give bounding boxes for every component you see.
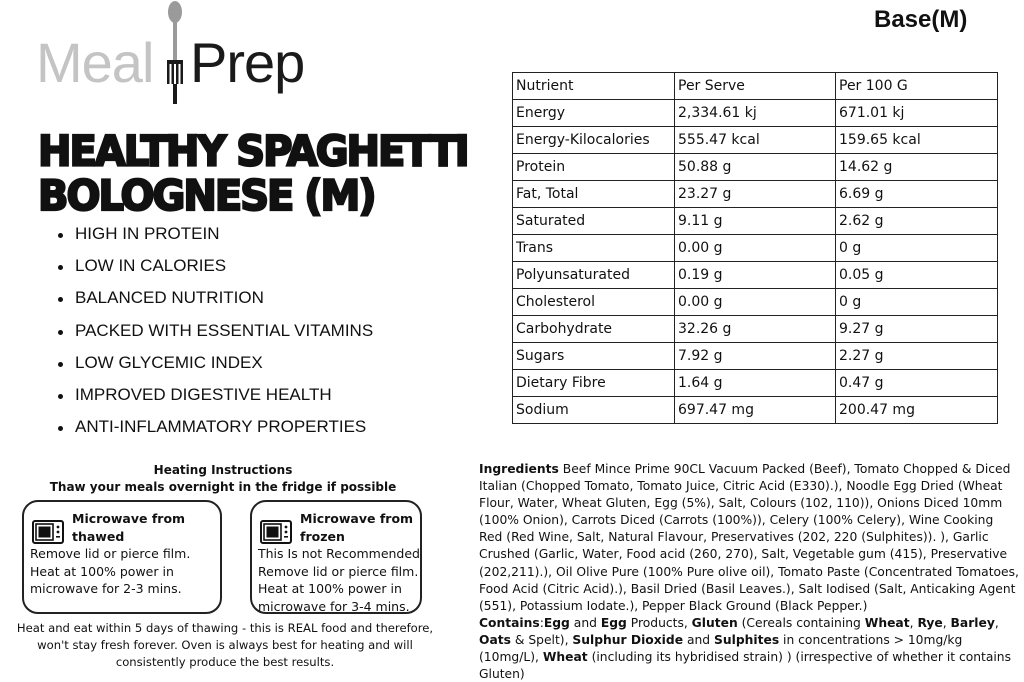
nutrient-name: Dietary Fibre: [513, 370, 675, 397]
per-serve-value: 7.92 g: [675, 343, 836, 370]
per-100g-value: 200.47 mg: [836, 397, 998, 424]
per-serve-value: 697.47 mg: [675, 397, 836, 424]
table-row: [513, 127, 998, 154]
per-100g-value: 0.47 g: [836, 370, 998, 397]
logo-text-meal: Meal: [36, 31, 154, 94]
allergen-highlight: Sulphur Dioxide: [572, 632, 684, 647]
fork-icon: [160, 0, 190, 108]
allergen-highlight: Rye: [917, 615, 943, 630]
feature-item: LOW IN CALORIES: [56, 252, 373, 284]
product-title-line1: HEALTHY SPAGHETTI: [38, 127, 468, 177]
per-serve-value: 50.88 g: [675, 154, 836, 181]
feature-item: LOW GLYCEMIC INDEX: [56, 349, 373, 381]
microwave-icon: [260, 520, 292, 544]
heating-subtitle: Thaw your meals overnight in the fridge if possible: [49, 480, 397, 494]
feature-item: BALANCED NUTRITION: [56, 284, 373, 316]
per-serve-value: 23.27 g: [675, 181, 836, 208]
column-header: Nutrient: [513, 73, 675, 100]
microwave-thawed-box: [22, 500, 222, 614]
product-title: [38, 127, 468, 221]
allergen-text: and: [683, 632, 714, 647]
table-row: [513, 397, 998, 424]
nutrient-name: Sugars: [513, 343, 675, 370]
table-row: [513, 289, 998, 316]
nutrient-name: Protein: [513, 154, 675, 181]
instruction-line: This Is not Recommended: [258, 546, 420, 561]
table-header-row: [513, 73, 998, 100]
nutrient-name: Cholesterol: [513, 289, 675, 316]
instruction-line: Remove lid or pierce film.: [30, 546, 191, 561]
allergen-highlight: Wheat: [864, 615, 910, 630]
logo-text-prep: Prep: [190, 31, 305, 94]
allergen-text: ,: [909, 615, 918, 630]
allergen-highlight: Egg: [600, 615, 627, 630]
thawed-instructions: [30, 545, 190, 598]
column-header: Per 100 G: [836, 73, 998, 100]
instruction-line: microwave for 2-3 mins.: [30, 581, 182, 596]
microwave-frozen-box: [250, 500, 422, 614]
per-100g-value: 0 g: [836, 289, 998, 316]
per-100g-value: 0 g: [836, 235, 998, 262]
product-title-line2: BOLOGNESE (M): [38, 172, 375, 221]
feature-item: ANTI-INFLAMMATORY PROPERTIES: [56, 413, 373, 445]
ingredients-text: Beef Mince Prime 90CL Vacuum Packed (Beef), Tomato Chopped & Diced Italian (Chopped Tomato, Tomato Juice, Citric Acid (E330).), Noodle Egg Dried (Wheat Flour, Water, Wheat Gluten, Egg (5%), Salt, Colours (102, 110)), Onions Diced 10mm (100% Onion), Carrots Diced (Carrots (100%)), Celery (100% Celery), Wine Cooking Red (Red Wine, Salt, Natural Flavour, Preservatives (202, 220 (Sulphites)). ), Garlic Crushed (Garlic, Water, Food acid (260, 270), Salt, Vegetable gum (415), Preservative (202,211).), Oil Olive Pure (100% Pure olive oil), Tomato Paste (Concentrated Tomatoes, Food Acid (Citric Acid).), Basil Dried (Basil Leaves.), Salt Iodised (Salt, Anticaking Agent (551), Potassium Iodate.), Pepper Black Ground (Black Pepper.): [479, 462, 1019, 613]
column-header: Per Serve: [675, 73, 836, 100]
table-row: [513, 262, 998, 289]
nutrient-name: Sodium: [513, 397, 675, 424]
per-serve-value: 32.26 g: [675, 316, 836, 343]
allergen-text: :: [539, 615, 544, 630]
nutrient-name: Trans: [513, 235, 675, 262]
nutrient-name: Energy-Kilocalories: [513, 127, 675, 154]
nutrient-name: Saturated: [513, 208, 675, 235]
allergen-text: Products,: [626, 615, 692, 630]
nutrition-table: [512, 72, 998, 424]
per-serve-value: 9.11 g: [675, 208, 836, 235]
table-row: [513, 208, 998, 235]
table-row: [513, 370, 998, 397]
allergen-highlight: Wheat: [542, 650, 588, 665]
instruction-line: microwave for 3-4 mins.: [258, 598, 410, 614]
table-row: [513, 235, 998, 262]
allergen-text: ,: [942, 615, 951, 630]
allergen-text: (including its hybridised strain) ) (irrespective of whether it contains Gluten): [479, 650, 1012, 682]
thawed-heading: Microwave from thawed: [72, 511, 186, 544]
per-100g-value: 9.27 g: [836, 316, 998, 343]
ingredients-label: Ingredients: [479, 462, 559, 476]
per-serve-value: 1.64 g: [675, 370, 836, 397]
per-100g-value: 2.62 g: [836, 208, 998, 235]
per-100g-value: 0.05 g: [836, 262, 998, 289]
table-row: [513, 343, 998, 370]
allergen-text: (Cereals containing: [737, 615, 865, 630]
allergen-text: ,: [994, 615, 999, 630]
allergen-text: and: [569, 615, 601, 630]
brand-logo: [36, 0, 316, 110]
table-row: [513, 100, 998, 127]
instruction-line: Heat at 100% power in: [30, 563, 174, 579]
per-100g-value: 6.69 g: [836, 181, 998, 208]
per-100g-value: 159.65 kcal: [836, 127, 998, 154]
per-serve-value: 0.00 g: [675, 289, 836, 316]
nutrient-name: Carbohydrate: [513, 316, 675, 343]
base-size-label: Base(M): [874, 6, 968, 33]
per-serve-value: 0.19 g: [675, 262, 836, 289]
per-100g-value: 14.62 g: [836, 154, 998, 181]
ingredients-paragraph: [479, 461, 1019, 615]
allergen-text: & Spelt),: [510, 632, 573, 647]
frozen-heading: Microwave from frozen: [300, 511, 414, 544]
per-100g-value: 2.27 g: [836, 343, 998, 370]
ingredients-block: [479, 461, 1019, 682]
instruction-line: Heat at 100% power in: [258, 581, 402, 596]
feature-item: PACKED WITH ESSENTIAL VITAMINS: [56, 317, 373, 349]
allergen-highlight: Sulphites: [714, 632, 780, 647]
frozen-instructions: [258, 545, 420, 615]
table-row: [513, 154, 998, 181]
nutrient-name: Polyunsaturated: [513, 262, 675, 289]
microwave-icon: [32, 520, 64, 544]
allergen-highlight: Egg: [543, 615, 570, 630]
nutrient-name: Energy: [513, 100, 675, 127]
per-100g-value: 671.01 kj: [836, 100, 998, 127]
feature-list: [56, 220, 373, 445]
table-row: [513, 316, 998, 343]
nutrient-name: Fat, Total: [513, 181, 675, 208]
feature-item: HIGH IN PROTEIN: [56, 220, 373, 252]
feature-item: IMPROVED DIGESTIVE HEALTH: [56, 381, 373, 413]
allergen-statement: [479, 615, 1019, 682]
heating-title: Heating Instructions: [153, 463, 293, 477]
table-row: [513, 181, 998, 208]
per-serve-value: 0.00 g: [675, 235, 836, 262]
allergen-highlight: Barley: [950, 615, 995, 630]
heating-instructions-header: [30, 462, 416, 496]
contains-label: Contains: [479, 615, 540, 630]
allergen-text: in concentrations > 10mg/kg (10mg/L),: [479, 632, 963, 665]
instruction-line: Remove lid or pierce film.: [258, 563, 419, 579]
per-serve-value: 555.47 kcal: [675, 127, 836, 154]
allergen-highlight: Oats: [479, 632, 511, 647]
per-serve-value: 2,334.61 kj: [675, 100, 836, 127]
allergen-highlight: Gluten: [691, 615, 738, 630]
heating-note: Heat and eat within 5 days of thawing - this is REAL food and therefore, won't stay fresh forever. Oven is always best for heating and will consistently produce the best results.: [16, 621, 434, 669]
